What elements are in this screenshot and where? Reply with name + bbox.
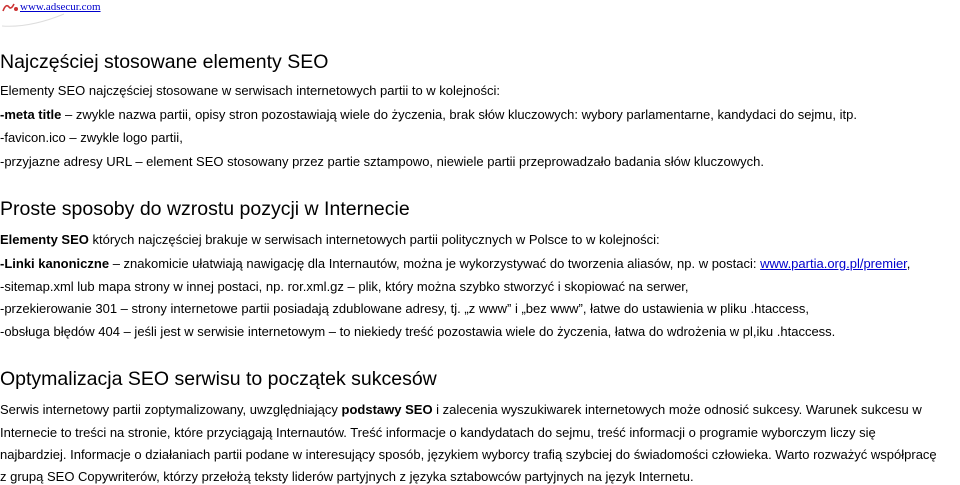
page-header xyxy=(0,0,960,30)
section-title-3: Optymalizacja SEO serwisu to początek sukcesów xyxy=(0,368,437,390)
list-item: -obsługa błędów 404 – jeśli jest w serwisie internetowym – to niekiedy treść pozostawia wiele do życzenia, łatwa do wdrożenia w pl,iku .htaccess. xyxy=(0,324,836,339)
intro-term: Elementy SEO xyxy=(0,232,89,247)
list-item xyxy=(0,107,857,123)
item-term: -meta title xyxy=(0,107,62,122)
example-url-link[interactable]: www.partia.org.pl/premier xyxy=(760,256,907,271)
paragraph-line: najbardziej. Informacje o działaniach partii podane w interesujący sposób, językiem wyborcy trafią szybciej do świadomości człowieka. Warto rozważyć współpracę xyxy=(0,447,937,462)
line-text: Serwis internetowy partii zoptymalizowany, uwzględniający xyxy=(0,402,342,417)
list-item: -favicon.ico – zwykle logo partii, xyxy=(0,130,183,145)
site-url-link[interactable]: www.adsecur.com xyxy=(20,1,101,13)
section-title-1: Najczęściej stosowane elementy SEO xyxy=(0,51,329,73)
item-text: – zwykle nazwa partii, opisy stron pozostawiają wiele do życzenia, brak słów kluczowych: wybory parlamentarne, kandydaci do sejmu, itp. xyxy=(61,107,857,122)
line-text: i zalecenia wyszukiwarek internetowych może odnosić sukcesy. Warunek sukcesu w xyxy=(432,402,922,417)
list-item xyxy=(0,256,910,272)
item-trailing: , xyxy=(906,256,911,271)
section-2-intro xyxy=(0,232,660,248)
item-term: -Linki kanoniczne xyxy=(0,256,110,271)
list-item: -przekierowanie 301 – strony internetowe partii posiadają zdublowane adresy, tj. „z www” i „bez www”, łatwe do ustawienia w pliku .htaccess, xyxy=(0,301,810,316)
paragraph-line xyxy=(0,402,922,418)
intro-text: których najczęściej brakuje w serwisach internetowych partii politycznych w Polsce to w kolejności: xyxy=(88,232,660,247)
paragraph-line: Internecie to treści na stronie, które przyciągają Internautów. Treść informacje o kandydatach do sejmu, treść informacji o programie wyborczym liczy się xyxy=(0,425,876,440)
line-term: podstawy SEO xyxy=(341,402,433,417)
section-1-intro: Elementy SEO najczęściej stosowane w serwisach internetowych partii to w kolejności: xyxy=(0,83,500,98)
header-swoosh-icon xyxy=(0,10,100,30)
item-text: – znakomicie ułatwiają nawigację dla Internautów, można je wykorzystywać do tworzenia aliasów, np. w postaci: xyxy=(109,256,761,271)
section-title-2: Proste sposoby do wzrostu pozycji w Internecie xyxy=(0,198,410,220)
list-item: -przyjazne adresy URL – element SEO stosowany przez partie sztampowo, niewiele partii przeprowadzało badania słów kluczowych. xyxy=(0,154,764,169)
list-item: -sitemap.xml lub mapa strony w innej postaci, np. ror.xml.gz – plik, który można szybko stworzyć i skopiować na serwer, xyxy=(0,279,689,294)
paragraph-line: z grupą SEO Copywriterów, którzy przełożą teksty liderów partyjnych z języka sztabowców partyjnych na język Internetu. xyxy=(0,469,694,484)
